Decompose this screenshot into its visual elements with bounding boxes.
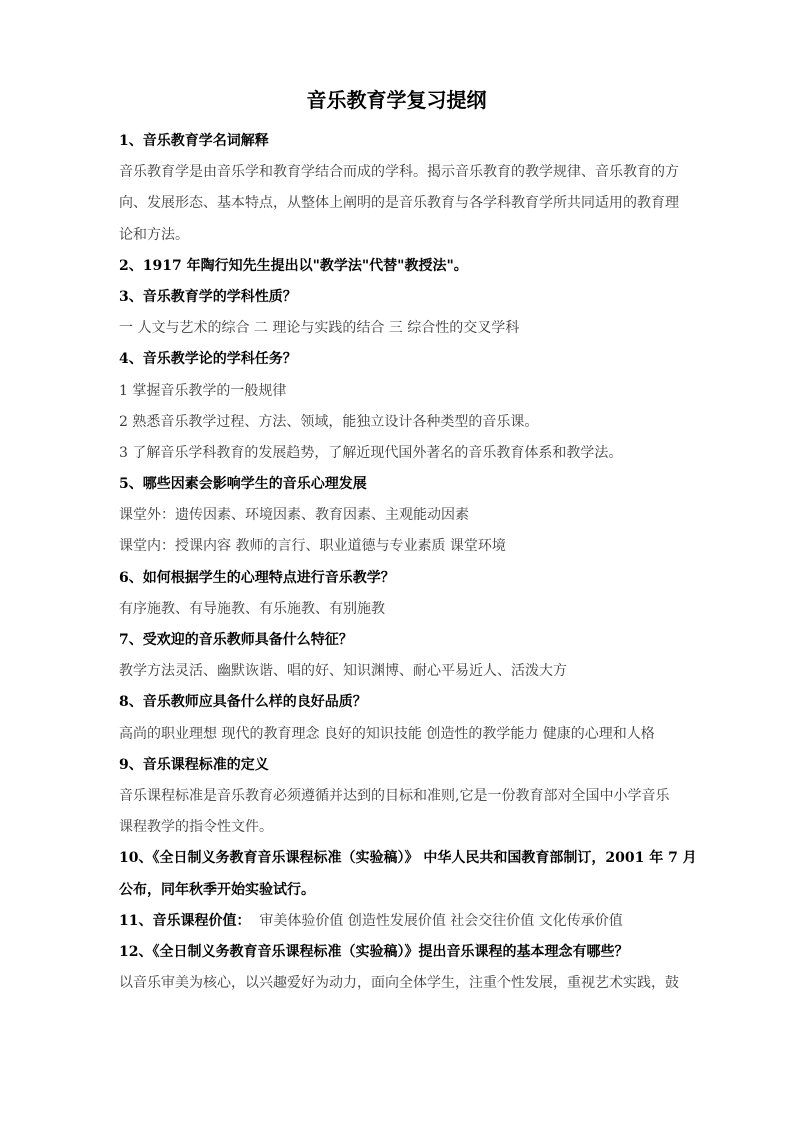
line-text: 课堂外：遗传因素、环境因素、教育因素、主观能动因素 bbox=[119, 507, 469, 524]
body-text-line bbox=[119, 812, 689, 843]
section-heading bbox=[119, 875, 689, 906]
line-text: 2、1917 年陶行知先生提出以"教学法"代替"教授法"。 bbox=[119, 257, 468, 274]
body-text-line bbox=[119, 407, 689, 438]
body-text-line bbox=[119, 594, 689, 625]
line-text: 9、音乐课程标准的定义 bbox=[119, 756, 269, 773]
line-text: 6、如何根据学生的心理特点进行音乐教学？ bbox=[119, 569, 395, 586]
line-text: 论和方法。 bbox=[119, 226, 189, 243]
line-text: 高尚的职业理想 现代的教育理念 良好的知识技能 创造性的教学能力 健康的心理和人格 bbox=[119, 725, 655, 742]
section-heading bbox=[119, 750, 689, 781]
line-text: 音乐课程标准是音乐教育必须遵循并达到的目标和准则,它是一份教育部对全国中小学音乐 bbox=[119, 787, 670, 804]
body-text-line bbox=[119, 531, 689, 562]
line-text: 7、受欢迎的音乐教师具备什么特征？ bbox=[119, 632, 353, 648]
section-heading bbox=[119, 687, 689, 718]
body-text-line bbox=[119, 500, 689, 531]
section-heading bbox=[119, 344, 689, 375]
inline-answer-text: 审美体验价值 创造性发展价值 社会交往价值 文化传承价值 bbox=[250, 912, 623, 929]
section-heading bbox=[119, 625, 689, 656]
line-text: 1 掌握音乐教学的一般规律 bbox=[119, 382, 287, 399]
body-text-line bbox=[119, 157, 689, 188]
line-text: 3 了解音乐学科教育的发展趋势，了解近现代国外著名的音乐教育体系和教学法。 bbox=[119, 444, 623, 461]
body-text-line bbox=[119, 781, 689, 812]
line-text: 向、发展形态、基本特点，从整体上阐明的是音乐教育与各学科教育学所共同适用的教育理 bbox=[119, 195, 679, 212]
section-heading bbox=[119, 843, 697, 874]
section-heading bbox=[119, 906, 689, 937]
document-body bbox=[119, 126, 697, 999]
body-text-line bbox=[119, 968, 689, 999]
line-text: 有序施教、有导施教、有乐施教、有别施教 bbox=[119, 600, 385, 617]
body-text-line bbox=[119, 719, 689, 750]
document-title: 音乐教育学复习提纲 bbox=[306, 88, 487, 112]
body-text-line bbox=[119, 313, 689, 344]
line-text: 3、音乐教育学的学科性质？ bbox=[119, 288, 297, 305]
line-text: 11、音乐课程价值： bbox=[119, 912, 251, 929]
section-heading bbox=[119, 937, 689, 968]
line-text: 1、音乐教育学名词解释 bbox=[119, 133, 269, 149]
line-text: 课堂内：授课内容 教师的言行、职业道德与专业素质 课堂环境 bbox=[119, 538, 506, 555]
line-text: 公布，同年秋季开始实验试行。 bbox=[119, 881, 315, 898]
line-text: 一 人文与艺术的综合 二 理论与实践的结合 三 综合性的交叉学科 bbox=[119, 320, 520, 337]
body-text-line bbox=[119, 376, 689, 407]
body-text-line bbox=[119, 220, 689, 251]
section-heading bbox=[119, 469, 689, 500]
section-heading bbox=[119, 251, 689, 282]
body-text-line bbox=[119, 438, 689, 469]
line-text: 4、音乐教学论的学科任务？ bbox=[119, 351, 297, 368]
section-heading bbox=[119, 282, 689, 313]
line-text: 课程教学的指令性文件。 bbox=[119, 819, 273, 836]
section-heading bbox=[119, 563, 689, 594]
line-text: 2 熟悉音乐教学过程、方法、领域，能独立设计各种类型的音乐课。 bbox=[119, 413, 539, 430]
line-text: 音乐教育学是由音乐学和教育学结合而成的学科。揭示音乐教育的教学规律、音乐教育的方 bbox=[119, 164, 679, 181]
line-text: 8、音乐教师应具备什么样的良好品质？ bbox=[119, 694, 367, 711]
line-text: 以音乐审美为核心，以兴趣爱好为动力，面向全体学生，注重个性发展，重视艺术实践，鼓 bbox=[119, 975, 679, 992]
line-text: 教学方法灵活、幽默诙谐、唱的好、知识渊博、耐心平易近人、活泼大方 bbox=[119, 663, 567, 680]
line-text: 12、《全日制义务教育音乐课程标准（实验稿）》提出音乐课程的基本理念有哪些？ bbox=[119, 943, 629, 960]
line-text: 10、《全日制义务教育音乐课程标准（实验稿）》 中华人民共和国教育部制订，2001 年 7 月 bbox=[119, 850, 697, 867]
body-text-line bbox=[119, 188, 689, 219]
section-heading bbox=[119, 126, 689, 157]
body-text-line bbox=[119, 656, 689, 687]
line-text: 5、哪些因素会影响学生的音乐心理发展 bbox=[119, 476, 367, 493]
